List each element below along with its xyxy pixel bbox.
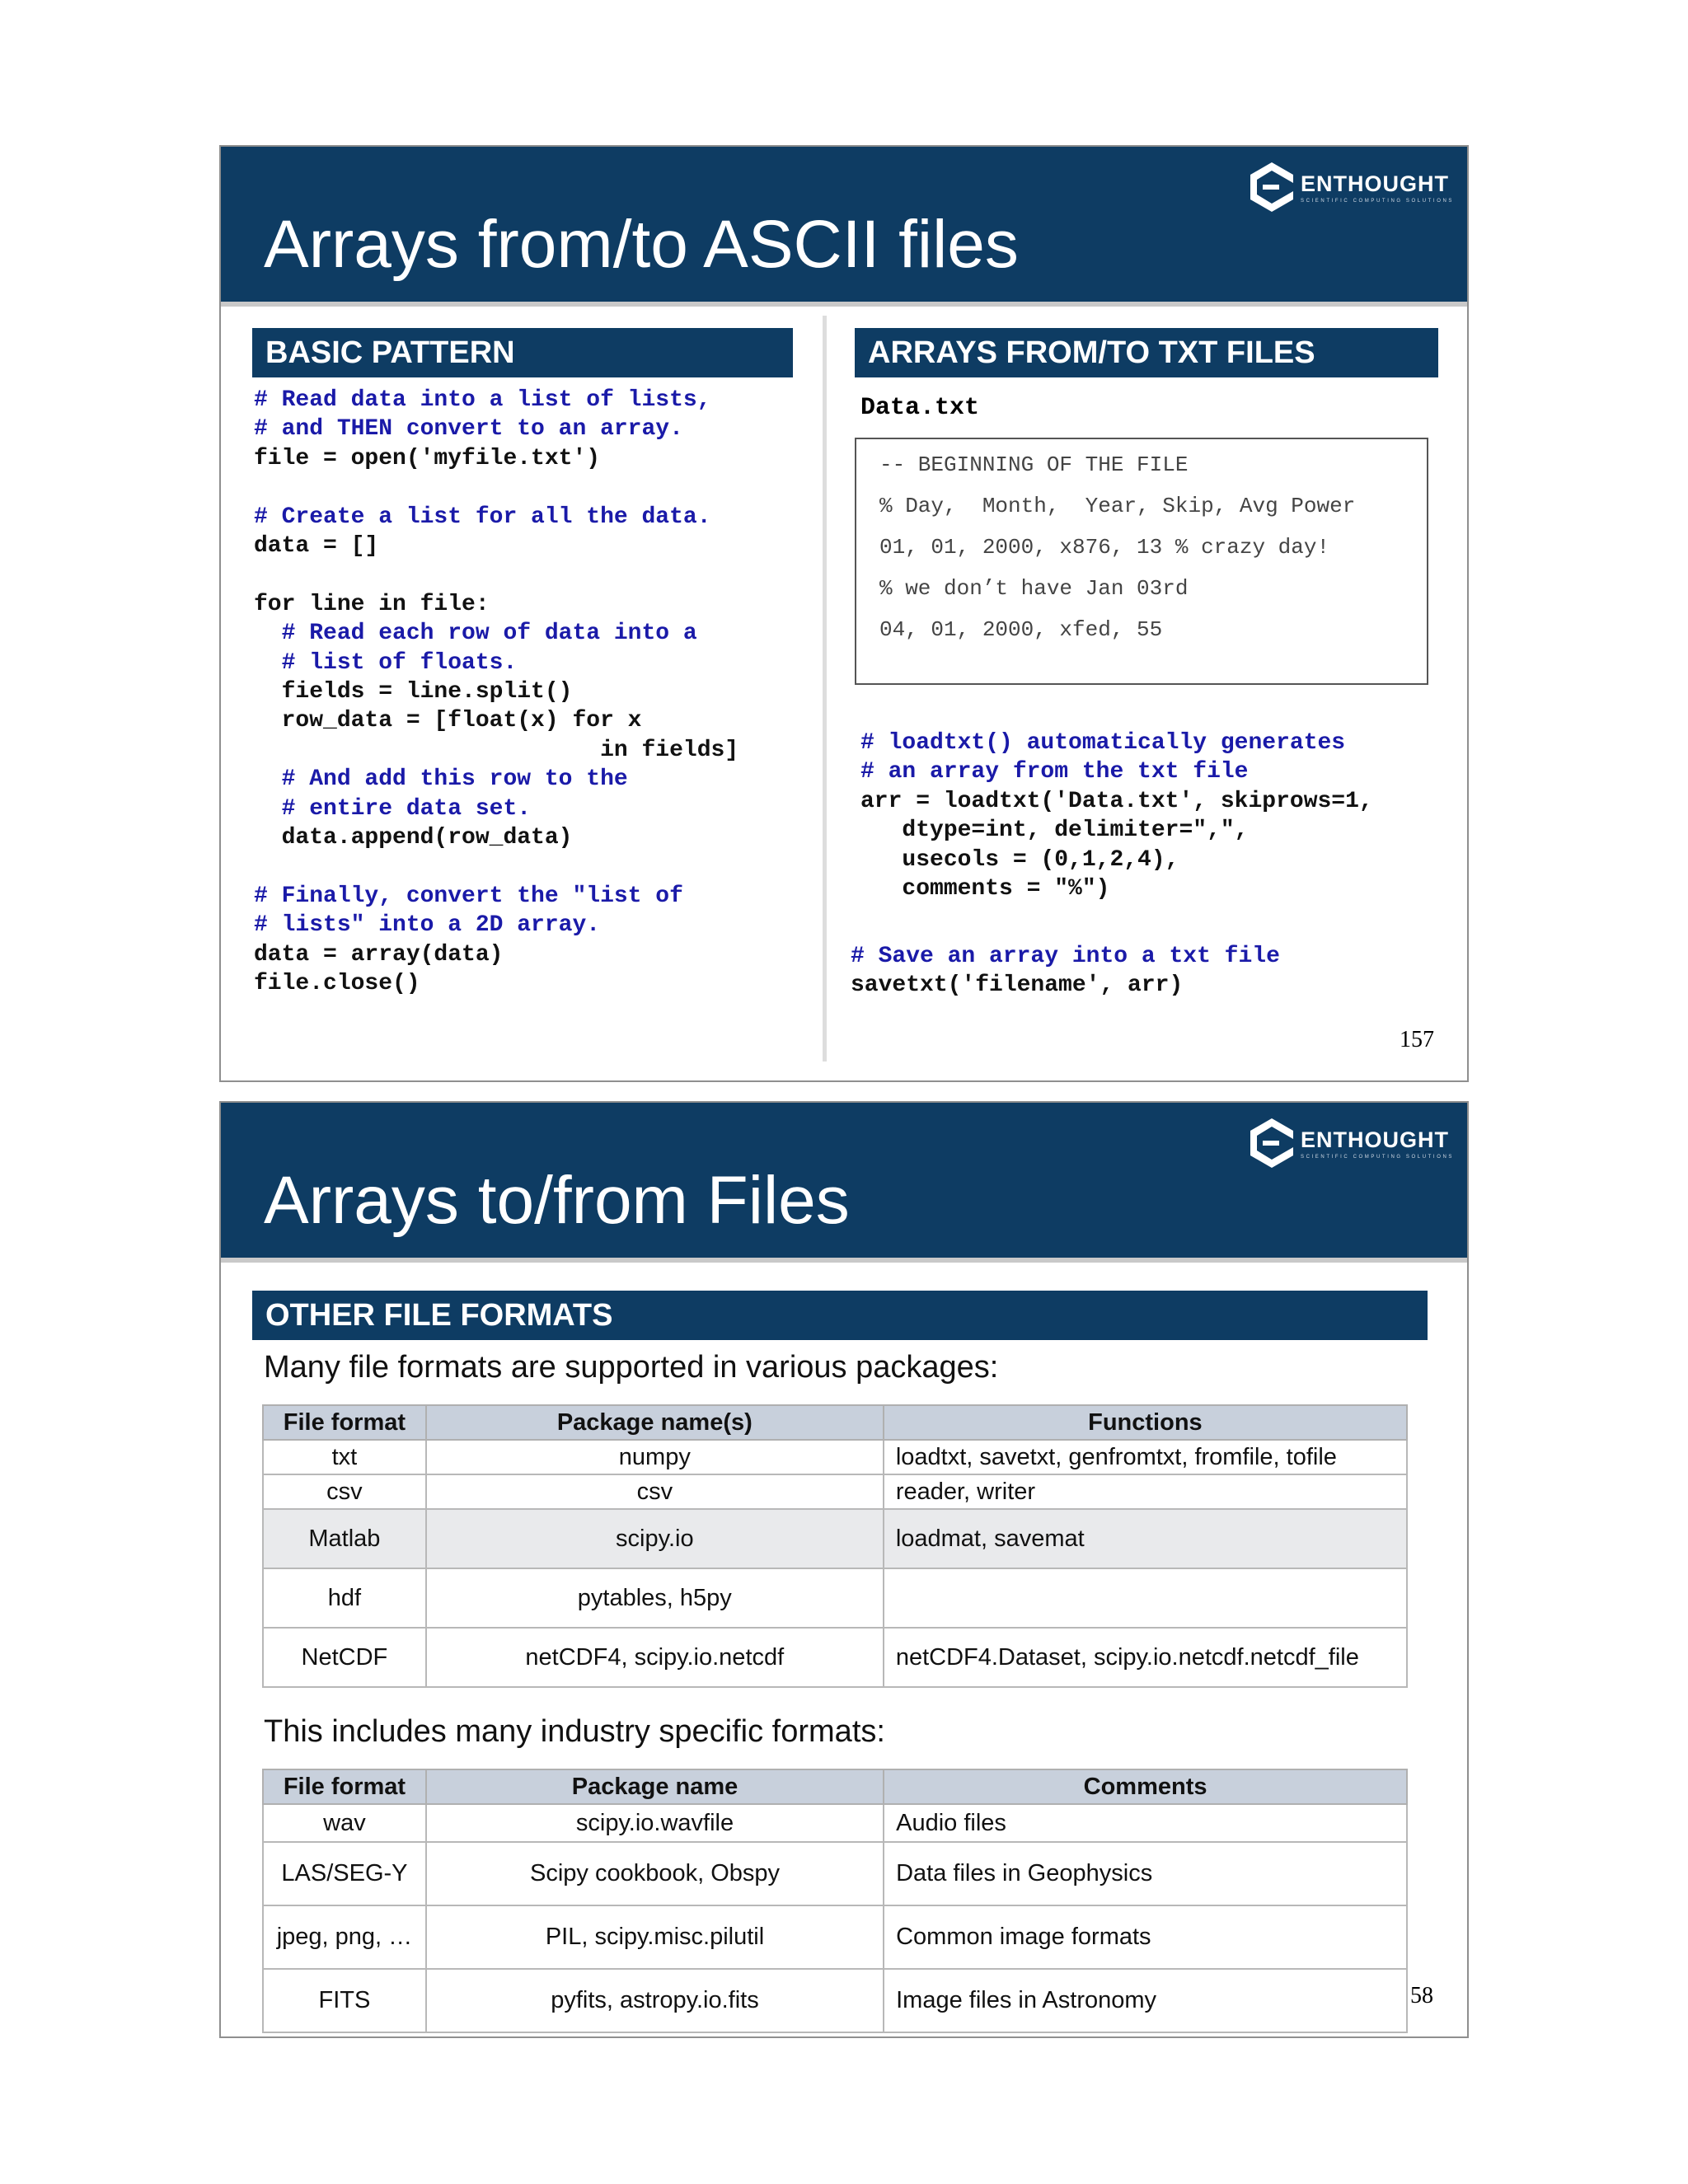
column-header: Package name(s) xyxy=(426,1405,884,1440)
table-row xyxy=(263,1568,1407,1628)
table-cell: scipy.io.wavfile xyxy=(426,1804,884,1842)
file-line: % Day, Month, Year, Skip, Avg Power xyxy=(879,494,1356,518)
enthought-logo-icon xyxy=(1246,160,1297,214)
table-cell: reader, writer xyxy=(884,1474,1407,1509)
table-row xyxy=(263,1474,1407,1509)
table-cell: loadmat, savemat xyxy=(884,1509,1407,1568)
enthought-logo xyxy=(1246,1116,1455,1174)
code-line: fields = line.split() xyxy=(254,679,573,705)
code-line: file.close() xyxy=(254,971,420,997)
file-line: -- BEGINNING OF THE FILE xyxy=(879,452,1189,477)
intro-text: Many file formats are supported in various packages: xyxy=(264,1350,999,1385)
code-line: for line in file: xyxy=(254,591,490,617)
table-row xyxy=(263,1905,1407,1969)
slide-title: Arrays from/to ASCII files xyxy=(264,207,1019,282)
column-divider xyxy=(823,316,827,1062)
title-banner xyxy=(221,1103,1467,1258)
table-header-row xyxy=(263,1769,1407,1804)
slide-arrays-ascii xyxy=(219,145,1469,1082)
table-row xyxy=(263,1509,1407,1568)
table-cell: Data files in Geophysics xyxy=(884,1842,1407,1905)
industry-formats-table xyxy=(262,1769,1408,2033)
enthought-logo-icon xyxy=(1246,1116,1297,1170)
code-line: dtype=int, delimiter=",", xyxy=(860,818,1249,844)
section-heading-txt-files: ARRAYS FROM/TO TXT FILES xyxy=(855,328,1438,377)
table-cell: hdf xyxy=(263,1568,426,1628)
table-cell: wav xyxy=(263,1804,426,1842)
brand-tagline: SCIENTIFIC COMPUTING SOLUTIONS xyxy=(1301,199,1455,204)
code-comment-line: # loadtxt() automatically generates xyxy=(860,730,1346,756)
section-heading-basic-pattern: BASIC PATTERN xyxy=(252,328,793,377)
code-comment-line: # Create a list for all the data. xyxy=(254,504,711,530)
data-file-contents xyxy=(855,438,1428,685)
table-cell: Audio files xyxy=(884,1804,1407,1842)
table-cell: numpy xyxy=(426,1440,884,1474)
table-cell: Common image formats xyxy=(884,1905,1407,1969)
code-line: data = [] xyxy=(254,533,379,560)
enthought-logo xyxy=(1246,160,1455,218)
code-savetxt xyxy=(851,942,1280,1001)
table-cell: loadtxt, savetxt, genfromtxt, fromfile, tofile xyxy=(884,1440,1407,1474)
industry-text: This includes many industry specific formats: xyxy=(264,1714,885,1749)
table-row xyxy=(263,1842,1407,1905)
title-banner xyxy=(221,147,1467,302)
file-formats-table xyxy=(262,1404,1408,1688)
table-header-row xyxy=(263,1405,1407,1440)
slide-arrays-files xyxy=(219,1101,1469,2038)
column-header: File format xyxy=(263,1405,426,1440)
code-comment-line: # Read data into a list of lists, xyxy=(254,387,711,413)
table-cell: txt xyxy=(263,1440,426,1474)
table-cell: Scipy cookbook, Obspy xyxy=(426,1842,884,1905)
table-cell: Image files in Astronomy xyxy=(884,1969,1407,2032)
column-header: File format xyxy=(263,1769,426,1804)
brand-name: ENTHOUGHT xyxy=(1301,171,1449,196)
code-line: comments = "%") xyxy=(860,876,1110,902)
brand-name: ENTHOUGHT xyxy=(1301,1127,1449,1152)
table-cell: pyfits, astropy.io.fits xyxy=(426,1969,884,2032)
table-cell: netCDF4, scipy.io.netcdf xyxy=(426,1628,884,1687)
code-line: savetxt('filename', arr) xyxy=(851,972,1184,999)
table-cell: netCDF4.Dataset, scipy.io.netcdf.netcdf_file xyxy=(884,1628,1407,1687)
page-number: 157 xyxy=(1400,1027,1434,1052)
code-line: data.append(row_data) xyxy=(254,825,573,851)
code-line: usecols = (0,1,2,4), xyxy=(860,846,1179,873)
slide-title: Arrays to/from Files xyxy=(264,1163,850,1238)
brand-tagline: SCIENTIFIC COMPUTING SOLUTIONS xyxy=(1301,1155,1455,1160)
table-cell: NetCDF xyxy=(263,1628,426,1687)
code-line: row_data = [float(x) for x xyxy=(254,708,642,734)
table-cell: csv xyxy=(263,1474,426,1509)
code-line: in fields] xyxy=(254,737,739,763)
table-row xyxy=(263,1804,1407,1842)
column-header: Package name xyxy=(426,1769,884,1804)
table-row xyxy=(263,1440,1407,1474)
code-comment-line: # Finally, convert the "list of xyxy=(254,883,683,909)
table-cell: Matlab xyxy=(263,1509,426,1568)
code-comment-line: # lists" into a 2D array. xyxy=(254,912,601,939)
table-cell: LAS/SEG-Y xyxy=(263,1842,426,1905)
page-number: 58 xyxy=(1410,1983,1433,2008)
file-line: 04, 01, 2000, xfed, 55 xyxy=(879,617,1163,642)
table-cell: csv xyxy=(426,1474,884,1509)
code-basic-pattern xyxy=(254,386,738,999)
section-heading-other-formats: OTHER FILE FORMATS xyxy=(252,1291,1428,1340)
table-cell: scipy.io xyxy=(426,1509,884,1568)
code-line: arr = loadtxt('Data.txt', skiprows=1, xyxy=(860,788,1373,814)
column-header: Functions xyxy=(884,1405,1407,1440)
code-comment-line: # entire data set. xyxy=(254,795,532,822)
table-cell: FITS xyxy=(263,1969,426,2032)
table-cell: pytables, h5py xyxy=(426,1568,884,1628)
code-comment-line: # And add this row to the xyxy=(254,766,628,793)
code-loadtxt xyxy=(860,729,1373,903)
data-file-name: Data.txt xyxy=(860,394,980,422)
code-comment-line: # an array from the txt file xyxy=(860,759,1249,785)
code-comment-line: # Read each row of data into a xyxy=(254,621,697,647)
table-cell xyxy=(884,1568,1407,1628)
file-line: % we don’t have Jan 03rd xyxy=(879,576,1189,601)
table-cell: jpeg, png, … xyxy=(263,1905,426,1969)
table-cell: PIL, scipy.misc.pilutil xyxy=(426,1905,884,1969)
code-comment-line: # and THEN convert to an array. xyxy=(254,416,683,443)
code-line: file = open('myfile.txt') xyxy=(254,445,601,471)
code-comment-line: # list of floats. xyxy=(254,649,518,676)
column-header: Comments xyxy=(884,1769,1407,1804)
table-row xyxy=(263,1628,1407,1687)
code-comment-line: # Save an array into a txt file xyxy=(851,944,1280,969)
table-row xyxy=(263,1969,1407,2032)
code-line: data = array(data) xyxy=(254,941,504,968)
file-line: 01, 01, 2000, x876, 13 % crazy day! xyxy=(879,535,1330,560)
